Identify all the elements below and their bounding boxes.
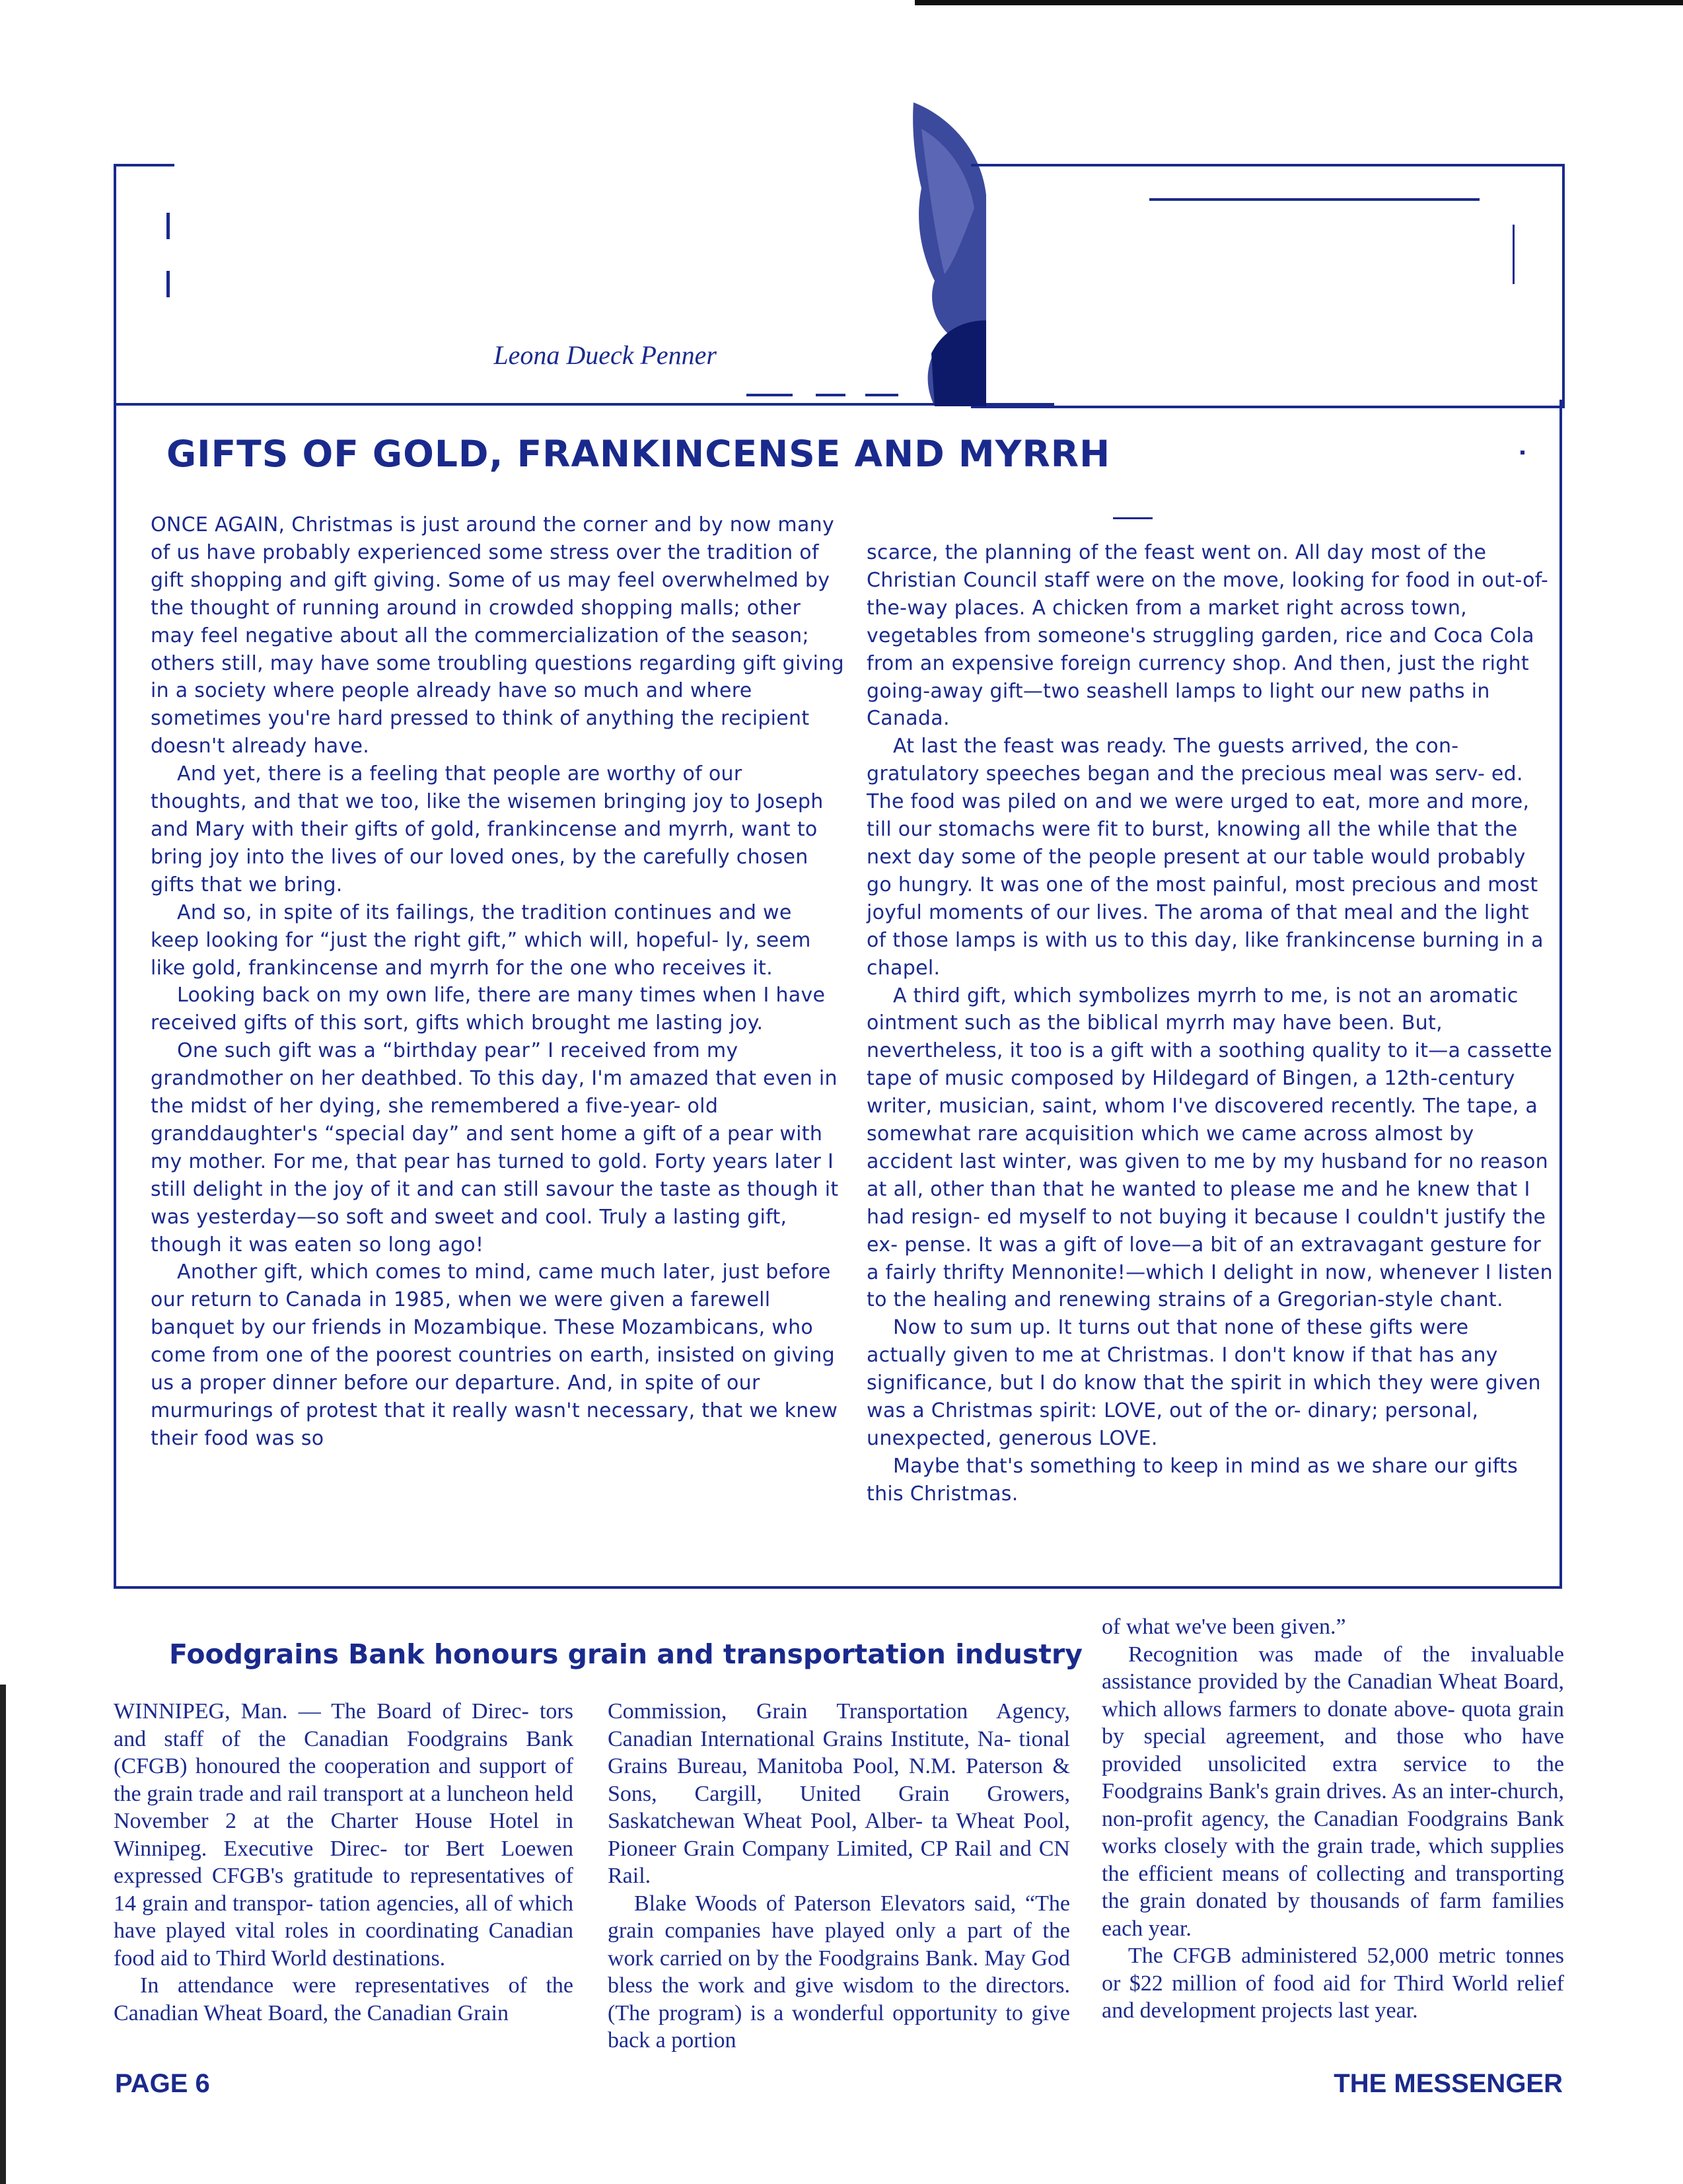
news-paragraph: WINNIPEG, Man. — The Board of Direc- tors and staff of the Canadian Foodgrains Bank (CFGB) honoured the cooperation and support of the grain trade and rail transport at a luncheon held November 2 at the Charter House Hotel in Winnipeg. Executive Direc- tor Bert Loewen expressed CFGB's gratitude to representatives of 14 grain and transpor- tation agencies, all of which have played vital roles in coordinating Canadian food aid to Third World destinations.: [114, 1699, 573, 1971]
author-byline: Leona Dueck Penner: [493, 340, 717, 370]
feature-paragraph: Looking back on my own life, there are many times when I have received gifts of this sort, gifts which brought me lasting joy.: [151, 984, 826, 1035]
news-headline: Foodgrains Bank honours grain and transportation industry: [169, 1638, 1083, 1670]
feature-paragraph: A third gift, which symbolizes myrrh to me, is not an aromatic ointment such as the biblical myrrh may have been. But, nevertheless, it too is a gift with a soothing quality to it—a cassette tape of music composed by Hildegard of Bingen, a 12th-century writer, musician, saint, whom I've discovered recently. The tape, a somewhat rare acquisition which we came across almost by accident last winter, was given to me by my husband for no reason at all, other than that he wanted to please me and he knew that I had resign- ed myself to not buying it because I couldn't justify the ex- pense. It was a gift of love—a bit of an extravagant gesture for a fairly thrifty Mennonite!—which I delight in now, whenever I listen to the healing and renewing strains of a Gregorian-style chant.: [867, 984, 1553, 1312]
author-photo: [908, 102, 987, 406]
news-paragraph: In attendance were representatives of the Canadian Wheat Board, the Canadian Grain: [114, 1973, 573, 2025]
feature-paragraph: At last the feast was ready. The guests arrived, the con- gratulatory speeches began and the precious meal was serv- ed. The food was piled on and we were urged to eat, more and more, till our stomachs were fit to burst, knowing all the while that the next day some of the people present at our table would probably go hungry. It was one of the most painful, most precious and most joyful moments of our lives. The aroma of that meal and the light of those lamps is with us to this day, like frankincense burning in a chapel.: [867, 735, 1544, 980]
byline-rule: [816, 394, 845, 396]
feature-paragraph: ONCE AGAIN, Christmas is just around the corner and by now many of us have probably experienced some stress over the tradition of gift shopping and gift giving. Some of us may feel overwhelmed by the thought of running around in crowded shopping malls; other may feel negative about all the commercialization of the season; others still, may have some troubling questions regarding gift giving in a society where people already have so much and where sometimes you're hard pressed to think of anything the recipient doesn't already have.: [151, 513, 844, 758]
news-column-2: [608, 1698, 1070, 2055]
feature-paragraph: And so, in spite of its failings, the tradition continues and we keep looking for “just the right gift,” which will, hopeful- ly, seem like gold, frankincense and myrrh for the one who receives it.: [151, 900, 811, 980]
news-paragraph: Blake Woods of Paterson Elevators said, “The grain companies have played only a part of the work carried on by the Foodgrains Bank. May God bless the work and give wisdom to the directors. (The program) is a wonderful opportunity to give back a portion: [608, 1891, 1070, 2053]
left-edge-rule: [0, 1685, 6, 2184]
news-column-1: [114, 1698, 573, 2027]
feature-paragraph: One such gift was a “birthday pear” I received from my grandmother on her deathbed. To this day, I'm amazed that even in the midst of her dying, she remembered a five-year- old granddaughter's “special day” and sent home a gift of a pear with my mother. For me, that pear has turned to gold. Forty years later I still delight in the joy of it and can still savour the taste as though it was yesterday—so soft and sweet and cool. Truly a lasting gift, though it was eaten so long ago!: [151, 1039, 839, 1256]
byline-rule: [865, 394, 898, 396]
byline-rule: [746, 394, 793, 396]
top-edge-rule: [915, 0, 1683, 5]
header-tick-mark: [166, 213, 170, 239]
page-number: PAGE 6: [115, 2069, 210, 2098]
feature-paragraph: scarce, the planning of the feast went on. All day most of the Christian Council staff were on the move, looking for food in out-of-the-way places. A chicken from a market right across town, vegetables from someone's struggling garden, rice and Coca Cola from an expensive foreign currency shop. And then, just the right going-away gift—two seashell lamps to light our new paths in Canada.: [867, 541, 1549, 731]
news-paragraph: Recognition was made of the invaluable assistance provided by the Canadian Wheat Board, which allows farmers to donate above- quota grain by special agreement, and those who have provided unsolicited extra service to the Foodgrains Bank's grain drives. As an inter-church, non-profit agency, the Canadian Foodgrains Bank works closely with the grain trade, which supplies the efficient means of collecting and transporting the grain donated by thousands of farm families each year.: [1102, 1642, 1564, 1941]
header-side-tick: [1513, 225, 1515, 284]
news-column-3: [1102, 1613, 1564, 2025]
feature-paragraph: And yet, there is a feeling that people are worthy of our thoughts, and that we too, like the wisemen bringing joy to Joseph and Mary with their gifts of gold, frankincense and myrrh, want to bring joy into the lives of our loved ones, by the carefully chosen gifts that we bring.: [151, 762, 824, 896]
publication-name: THE MESSENGER: [1334, 2069, 1563, 2098]
news-paragraph: The CFGB administered 52,000 metric tonnes or $22 million of food aid for Third World relief and development projects last year.: [1102, 1944, 1564, 2023]
header-inner-rule: [1149, 198, 1480, 201]
feature-paragraph: Now to sum up. It turns out that none of these gifts were actually given to me at Christmas. I don't know if that has any significance, but I do know that the spirit in which they were given was a Christmas spirit: LOVE, out of the or- dinary; personal, unexpected, generous LOVE.: [867, 1316, 1541, 1450]
news-paragraph: of what we've been given.”: [1102, 1615, 1346, 1639]
decorative-dot: [1521, 451, 1524, 455]
feature-column-1: [151, 511, 844, 1453]
feature-paragraph: Maybe that's something to keep in mind as we share our gifts this Christmas.: [867, 1454, 1519, 1506]
feature-column-2: [867, 539, 1554, 1508]
author-header-cap: [114, 164, 174, 166]
feature-paragraph: Another gift, which comes to mind, came much later, just before our return to Canada in 1985, when we were given a farewell banquet by our friends in Mozambique. These Mozambicans, who come from one of the poorest countries on earth, insisted on giving us a proper dinner before our departure. And, in spite of our murmurings of protest that it really wasn't necessary, that we knew their food was so: [151, 1260, 838, 1450]
header-tick-mark: [166, 271, 170, 297]
feature-title: GIFTS OF GOLD, FRANKINCENSE AND MYRRH: [166, 433, 1111, 475]
decorative-dash: [1113, 517, 1153, 519]
news-paragraph: Commission, Grain Transportation Agency, Canadian International Grains Institute, Na- tional Grains Bureau, Manitoba Pool, N.M. Paterson & Sons, Cargill, United Grain Growers, Saskatchewan Wheat Pool, Alber- ta Wheat Pool, Pioneer Grain Company Limited, CP Rail and CN Rail.: [608, 1699, 1070, 1888]
